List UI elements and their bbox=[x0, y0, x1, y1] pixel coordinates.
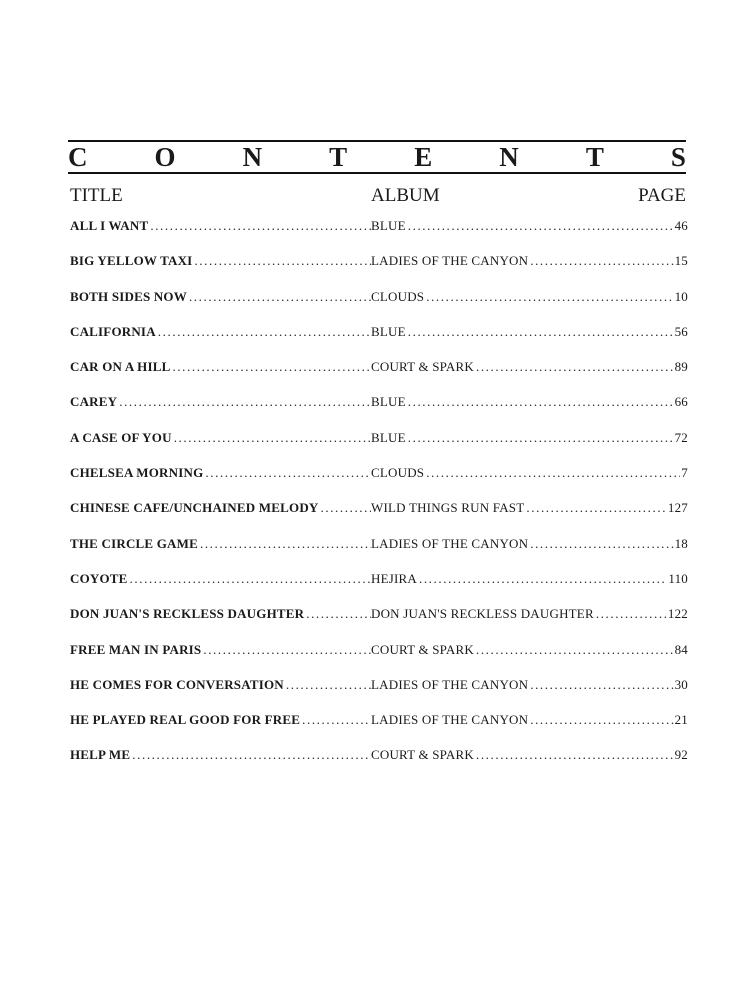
dot-leader bbox=[408, 324, 674, 340]
page-number: 72 bbox=[674, 429, 688, 445]
album-name: LADIES OF THE CANYON bbox=[371, 712, 529, 728]
dot-leader bbox=[321, 500, 372, 516]
contents-row bbox=[70, 677, 688, 712]
title-cell bbox=[70, 642, 371, 658]
album-name: COURT & SPARK bbox=[371, 641, 474, 657]
album-name: CLOUDS bbox=[371, 288, 425, 304]
album-name: BLUE bbox=[371, 394, 406, 410]
page-number: 89 bbox=[674, 359, 688, 375]
album-cell bbox=[371, 465, 688, 481]
song-title: HE PLAYED REAL GOOD FOR FREE bbox=[70, 712, 301, 728]
song-title: A CASE OF YOU bbox=[70, 429, 172, 445]
dot-leader bbox=[132, 747, 371, 763]
page-number: 18 bbox=[674, 535, 688, 551]
album-cell bbox=[371, 218, 688, 234]
dot-leader bbox=[408, 218, 674, 234]
contents-row bbox=[70, 642, 688, 677]
contents-row bbox=[70, 253, 688, 288]
column-headers bbox=[68, 185, 686, 207]
page-number: 30 bbox=[674, 676, 688, 692]
contents-row bbox=[70, 289, 688, 324]
dot-leader bbox=[476, 747, 674, 763]
title-cell bbox=[70, 536, 371, 552]
contents-row bbox=[70, 712, 688, 747]
song-title: FREE MAN IN PARIS bbox=[70, 641, 202, 657]
column-header-page: PAGE bbox=[638, 185, 686, 206]
song-title: DON JUAN'S RECKLESS DAUGHTER bbox=[70, 606, 305, 622]
title-cell bbox=[70, 712, 371, 728]
heading-letter: E bbox=[414, 142, 433, 172]
page-number: 10 bbox=[674, 288, 688, 304]
album-cell bbox=[371, 359, 688, 375]
album-name: LADIES OF THE CANYON bbox=[371, 253, 529, 269]
song-title: HELP ME bbox=[70, 747, 131, 763]
dot-leader bbox=[174, 430, 371, 446]
album-name: BLUE bbox=[371, 323, 406, 339]
album-cell bbox=[371, 289, 688, 305]
album-name: COURT & SPARK bbox=[371, 747, 474, 763]
dot-leader bbox=[419, 571, 667, 587]
contents-row bbox=[70, 218, 688, 253]
album-name: LADIES OF THE CANYON bbox=[371, 535, 529, 551]
dot-leader bbox=[530, 536, 673, 552]
album-name: COURT & SPARK bbox=[371, 359, 474, 375]
heading-letter: C bbox=[68, 142, 88, 172]
contents-list bbox=[70, 218, 688, 783]
title-cell bbox=[70, 571, 371, 587]
dot-leader bbox=[200, 536, 371, 552]
heading-letter: T bbox=[585, 142, 604, 172]
song-title: BOTH SIDES NOW bbox=[70, 288, 187, 304]
album-name: BLUE bbox=[371, 429, 406, 445]
dot-leader bbox=[119, 394, 371, 410]
heading-letter: O bbox=[154, 142, 176, 172]
dot-leader bbox=[596, 606, 667, 622]
album-cell bbox=[371, 571, 688, 587]
contents-row bbox=[70, 747, 688, 782]
dot-leader bbox=[302, 712, 371, 728]
dot-leader bbox=[203, 642, 371, 658]
album-name: WILD THINGS RUN FAST bbox=[371, 500, 525, 516]
album-cell bbox=[371, 712, 688, 728]
contents-row bbox=[70, 359, 688, 394]
song-title: CALIFORNIA bbox=[70, 323, 156, 339]
dot-leader bbox=[286, 677, 371, 693]
title-cell bbox=[70, 289, 371, 305]
album-cell bbox=[371, 677, 688, 693]
album-cell bbox=[371, 430, 688, 446]
contents-row bbox=[70, 465, 688, 500]
dot-leader bbox=[426, 289, 673, 305]
dot-leader bbox=[150, 218, 371, 234]
song-title: CHELSEA MORNING bbox=[70, 465, 204, 481]
page-number: 56 bbox=[674, 323, 688, 339]
dot-leader bbox=[530, 712, 673, 728]
column-header-title: TITLE bbox=[70, 185, 123, 206]
dot-leader bbox=[205, 465, 371, 481]
title-cell bbox=[70, 253, 371, 269]
contents-row bbox=[70, 536, 688, 571]
page-number: 110 bbox=[668, 570, 688, 586]
album-name: HEJIRA bbox=[371, 570, 417, 586]
page-number: 127 bbox=[667, 500, 688, 516]
title-cell bbox=[70, 747, 371, 763]
column-header-album: ALBUM bbox=[371, 185, 440, 206]
song-title: COYOTE bbox=[70, 570, 128, 586]
contents-row bbox=[70, 430, 688, 465]
contents-heading bbox=[68, 143, 686, 171]
dot-leader bbox=[306, 606, 371, 622]
album-cell bbox=[371, 500, 688, 516]
contents-row bbox=[70, 606, 688, 641]
album-name: DON JUAN'S RECKLESS DAUGHTER bbox=[371, 606, 594, 622]
dot-leader bbox=[476, 642, 674, 658]
dot-leader bbox=[526, 500, 667, 516]
album-name: CLOUDS bbox=[371, 465, 425, 481]
song-title: CAREY bbox=[70, 394, 118, 410]
contents-row bbox=[70, 500, 688, 535]
heading-letter: N bbox=[499, 142, 519, 172]
song-title: THE CIRCLE GAME bbox=[70, 535, 198, 551]
album-cell bbox=[371, 536, 688, 552]
song-title: HE COMES FOR CONVERSATION bbox=[70, 676, 284, 692]
dot-leader bbox=[189, 289, 371, 305]
album-cell bbox=[371, 394, 688, 410]
title-cell bbox=[70, 500, 371, 516]
dot-leader bbox=[530, 677, 673, 693]
album-cell bbox=[371, 324, 688, 340]
page-number: 84 bbox=[674, 641, 688, 657]
dot-leader bbox=[194, 253, 371, 269]
dot-leader bbox=[158, 324, 371, 340]
page-number: 92 bbox=[674, 747, 688, 763]
album-name: LADIES OF THE CANYON bbox=[371, 676, 529, 692]
song-title: CHINESE CAFE/UNCHAINED MELODY bbox=[70, 500, 319, 516]
page-number: 15 bbox=[674, 253, 688, 269]
song-title: BIG YELLOW TAXI bbox=[70, 253, 193, 269]
page-number: 21 bbox=[674, 712, 688, 728]
album-name: BLUE bbox=[371, 218, 406, 233]
dot-leader bbox=[530, 253, 673, 269]
song-title: ALL I WANT bbox=[70, 218, 149, 233]
title-cell bbox=[70, 606, 371, 622]
album-cell bbox=[371, 253, 688, 269]
title-cell bbox=[70, 465, 371, 481]
page-number: 122 bbox=[667, 606, 688, 622]
dot-leader bbox=[172, 359, 371, 375]
contents-row bbox=[70, 571, 688, 606]
contents-row bbox=[70, 394, 688, 429]
dot-leader bbox=[408, 394, 674, 410]
album-cell bbox=[371, 747, 688, 763]
title-cell bbox=[70, 218, 371, 234]
title-cell bbox=[70, 324, 371, 340]
page-number: 46 bbox=[674, 218, 688, 233]
dot-leader bbox=[426, 465, 680, 481]
title-cell bbox=[70, 394, 371, 410]
title-cell bbox=[70, 359, 371, 375]
heading-letter: N bbox=[242, 142, 263, 172]
dot-leader bbox=[408, 430, 674, 446]
heading-letter: T bbox=[329, 142, 348, 172]
dot-leader bbox=[130, 571, 371, 587]
title-cell bbox=[70, 677, 371, 693]
heading-letter: S bbox=[670, 142, 686, 172]
dot-leader bbox=[476, 359, 674, 375]
album-cell bbox=[371, 642, 688, 658]
heading-bottom-rule bbox=[68, 172, 686, 174]
page-number: 7 bbox=[681, 465, 688, 481]
song-title: CAR ON A HILL bbox=[70, 359, 171, 375]
album-cell bbox=[371, 606, 688, 622]
contents-row bbox=[70, 324, 688, 359]
page-number: 66 bbox=[674, 394, 688, 410]
title-cell bbox=[70, 430, 371, 446]
